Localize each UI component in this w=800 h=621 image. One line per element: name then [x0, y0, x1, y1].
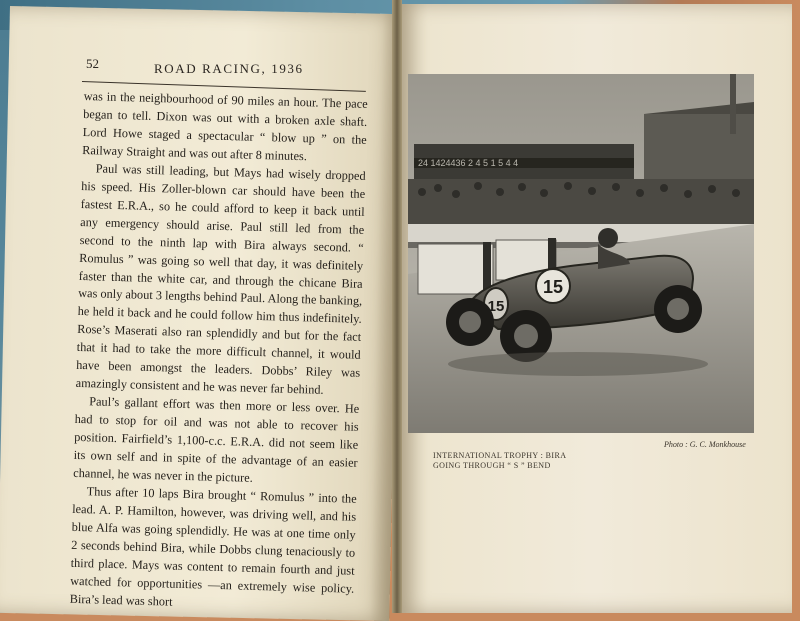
paragraph: Paul’s gallant effort was then more or less over. He had to stop for oil and was not able to recover his position. Fairfield’s 1,100-c.c. E.R.A. did not seem like its own self and in spite of the advantage of an easier channel, he was never in the picture.: [73, 394, 360, 485]
car-number-side: 15: [542, 277, 564, 297]
race-car-photo: [408, 74, 754, 433]
car-number-front: 15: [487, 298, 505, 315]
paragraph: Paul was still leading, but Mays had wisely dropped his speed. His Zoller-blown car should have been the fastest E.R.A., so he could afford to keep it back until any emergency should arise. Paul still led from the second to the ninth lap with Bira always second. “ Romulus ” was going so well that day, it was definitely faster than the white car, and through the chicane Bira was only about 3 lengths behind Paul. Along the banking, he held it back and he could follow him thus indefinitely. Rose’s Maserati also ran splendidly and but for the fact that it had to take the more difficult channel, it would have been amongst the leaders. Dobbs’ Riley was amazingly consistent and he was never far behind.: [75, 161, 366, 398]
book-gutter: [392, 0, 402, 613]
scoreboard-text: 24 1424436 2 4 5 1 5 4 4: [418, 158, 519, 168]
caption-line: INTERNATIONAL TROPHY : BIRA: [433, 451, 567, 460]
photo-caption: [433, 451, 566, 471]
photo-credit: Photo : G. C. Monkhouse: [664, 440, 746, 449]
page-number: 52: [86, 56, 99, 71]
paragraph: was in the neighbourhood of 90 miles an hour. The pace began to tell. Dixon was out with a broken axle shaft. Lord Howe staged a spectacular “ blow up ” on the Railway Straight and was out after 8 minutes.: [82, 88, 368, 164]
running-head: ROAD RACING, 1936: [154, 61, 304, 76]
caption-line: GOING THROUGH “ S ” BEND: [433, 461, 551, 470]
paragraph: Thus after 10 laps Bira brought “ Romulus ” into the lead. A. P. Hamilton, however, was driving well, and his blue Alfa was going splendidly. He was at one time only 2 seconds behind Bira, while Dobbs clung tenaciously to third place. Mays was content to remain fourth and just watched for opportunities —an extremely wise policy. Bira’s lead was short: [69, 484, 357, 609]
race-car-photo-drawing: [408, 74, 754, 433]
body-text: [69, 88, 367, 616]
